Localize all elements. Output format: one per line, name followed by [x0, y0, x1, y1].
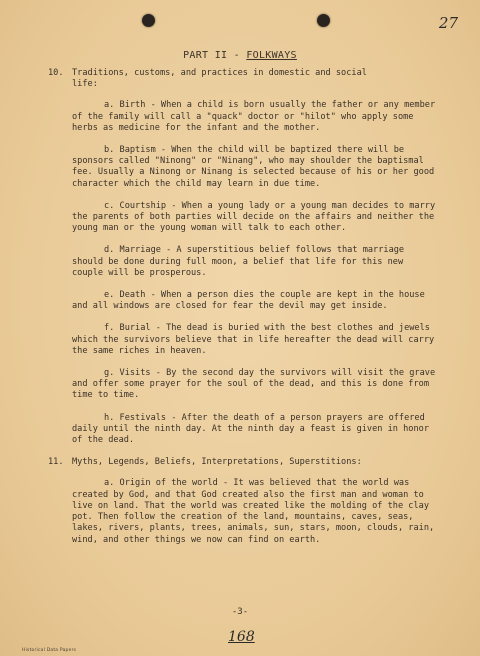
- section-heading: Myths, Legends, Beliefs, Interpretations, Superstitions:: [72, 457, 362, 468]
- part-title: [0, 50, 480, 61]
- punch-hole: [142, 14, 155, 27]
- paragraph-birth: a. Birth - When a child is born usually the father or any member of the family will call a "quack" doctor or "hilot" who apply some herbs as medicine for the infant and the mother.: [72, 100, 436, 133]
- part-title-prefix: PART II -: [183, 50, 240, 61]
- archive-stamp: Historical Data Papers: [22, 648, 77, 653]
- handwritten-page-number: 168: [228, 629, 255, 645]
- section-heading-line2: life:: [72, 79, 98, 90]
- section-11-heading: [48, 457, 438, 468]
- section-number: 11.: [48, 457, 64, 468]
- paragraph-courtship: c. Courtship - When a young lady or a young man decides to marry the parents of both parties will decide on the affairs and neither the young man or the young woman will talk to each other.: [72, 200, 436, 234]
- paragraph-festivals: h. Festivals - After the death of a person prayers are offered daily until the ninth day. At the ninth day a feast is given in honor of the dead.: [72, 412, 429, 446]
- paragraph-visits: g. Visits - By the second day the survivors will visit the grave and offer some prayer for the soul of the dead, and this is done from time to time.: [72, 368, 436, 401]
- document-body: [48, 68, 438, 557]
- paragraph-death: e. Death - When a person dies the couple are kept in the house and all windows are closed for fear the devil may get inside.: [72, 290, 425, 312]
- section-10-heading: [48, 68, 438, 90]
- paragraph-baptism: b. Baptism - When the child will be baptized there will be sponsors called "Ninong" or "Ninang", who may shoulder the baptismal fee. Usually a Ninong or Ninang is selected because of his or her good character which the child may learn in due time.: [72, 145, 435, 189]
- handwritten-corner-number: 27: [438, 14, 458, 32]
- punch-hole: [317, 14, 330, 27]
- section-number: 10.: [48, 68, 64, 78]
- page-number: -3-: [231, 607, 249, 617]
- paragraph-burial: f. Burial - The dead is buried with the best clothes and jewels which the survivors believe that in life hereafter the dead will carry the same riches in heaven.: [72, 323, 435, 356]
- part-title-name: FOLKWAYS: [246, 50, 297, 61]
- paragraph-marriage: d. Marriage - A superstitious belief follows that marriage should be done during full moon, a belief that life for this new couple will be prosperous.: [72, 245, 405, 278]
- section-heading-line1: Traditions, customs, and practices in domestic and social: [72, 68, 367, 78]
- paragraph-origin-of-world: a. Origin of the world - It was believed that the world was created by God, and that God created also the first man and woman to live on land. That the world was created like the molding of the clay pot. Then follow the creation of the land, mountains, caves, seas, lakes, rivers, plants, trees, animals, sun, stars, moon, clouds, rain, wind, and other things we now can find on earth.: [72, 478, 435, 545]
